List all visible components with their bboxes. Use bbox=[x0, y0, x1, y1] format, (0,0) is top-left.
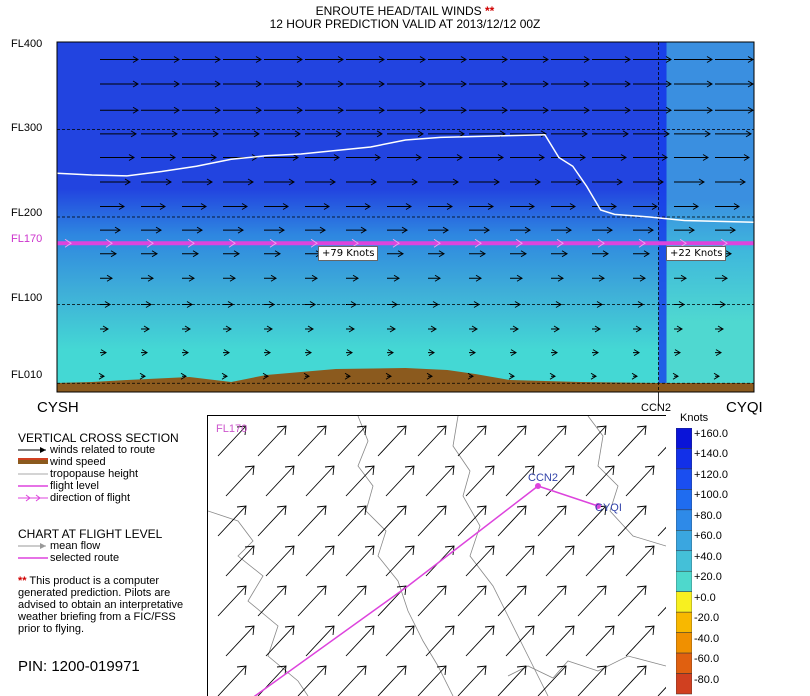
map-wind-arrow bbox=[618, 586, 646, 616]
map-wind-arrow bbox=[266, 466, 294, 496]
legend-item-tropopause: tropopause height bbox=[50, 468, 139, 480]
map-wind-arrow bbox=[306, 466, 334, 496]
map-wind-arrow bbox=[498, 426, 526, 456]
colorbar-segment bbox=[676, 612, 692, 632]
legend-symbols bbox=[16, 444, 52, 504]
map-wind-arrow bbox=[298, 426, 326, 456]
colorbar-label: +40.0 bbox=[694, 550, 722, 563]
colorbar-label: +140.0 bbox=[694, 448, 728, 461]
map-wind-arrow bbox=[338, 506, 366, 536]
selected-route bbox=[248, 486, 598, 696]
map-wind-arrow bbox=[266, 626, 294, 656]
colorbar-label: -40.0 bbox=[694, 632, 720, 645]
map-wind-arrow bbox=[226, 546, 254, 576]
map-wind-arrow bbox=[378, 666, 406, 696]
map-wind-arrow bbox=[426, 466, 454, 496]
map-wind-arrow bbox=[298, 586, 326, 616]
map-wind-arrow bbox=[338, 666, 366, 696]
map-wind-arrow bbox=[298, 506, 326, 536]
map-wind-arrow bbox=[538, 426, 566, 456]
map-wind-arrow bbox=[338, 426, 366, 456]
map-wind-arrow bbox=[386, 546, 414, 576]
map-wind-arrow bbox=[306, 626, 334, 656]
map-wind-arrow bbox=[418, 506, 446, 536]
map-wind-arrow bbox=[586, 466, 614, 496]
map-wind-arrow bbox=[578, 586, 606, 616]
colorbar-segment bbox=[676, 510, 692, 530]
colorbar-segment bbox=[676, 489, 692, 509]
map-wind-arrow bbox=[466, 626, 494, 656]
map-wind-arrow bbox=[346, 626, 374, 656]
map-wind-arrow bbox=[506, 626, 534, 656]
colorbar bbox=[676, 428, 692, 695]
legend-item-selected-route: selected route bbox=[50, 552, 120, 564]
colorbar-label: -60.0 bbox=[694, 653, 720, 666]
map-wind-arrow bbox=[578, 666, 606, 696]
coastline bbox=[453, 416, 548, 696]
fl100-label: FL100 bbox=[11, 292, 43, 304]
legend-arrow-icon bbox=[18, 447, 46, 453]
legend-wind-speed-icon bbox=[18, 458, 48, 464]
map-wind-arrow bbox=[306, 546, 334, 576]
colorbar-segment bbox=[676, 592, 692, 612]
legend-item-direction: direction of flight bbox=[50, 492, 131, 504]
map-waypoint-ccn2: CCN2 bbox=[528, 472, 558, 484]
map-wind-arrow bbox=[658, 506, 666, 536]
map-wind-arrow bbox=[466, 466, 494, 496]
colorbar-segment bbox=[676, 469, 692, 489]
map-wind-arrow bbox=[458, 426, 486, 456]
map-wind-arrow bbox=[618, 666, 646, 696]
map-wind-arrow bbox=[546, 546, 574, 576]
map-wind-arrow bbox=[658, 666, 666, 696]
colorbar-label: -80.0 bbox=[694, 673, 720, 686]
disclaimer-marker: ** bbox=[18, 575, 27, 587]
map-wind-arrow bbox=[498, 586, 526, 616]
legend-item-wind-speed: wind speed bbox=[50, 456, 106, 468]
legend-item-winds: winds related to route bbox=[50, 444, 156, 456]
disclaimer bbox=[18, 575, 188, 635]
map-wind-arrow bbox=[458, 506, 486, 536]
colorbar-segment bbox=[676, 571, 692, 591]
map-wind-arrow bbox=[538, 586, 566, 616]
map-wind-arrow bbox=[498, 506, 526, 536]
colorbar-label: +120.0 bbox=[694, 468, 728, 481]
map-wind-arrow bbox=[218, 586, 246, 616]
legend-direction-icon bbox=[18, 495, 48, 501]
colorbar-segment bbox=[676, 633, 692, 653]
map-wind-arrow bbox=[386, 626, 414, 656]
map-waypoint-cyqi: CYQI bbox=[595, 502, 622, 514]
map-wind-arrow bbox=[418, 426, 446, 456]
map-wind-arrow bbox=[586, 626, 614, 656]
map-wind-arrow bbox=[586, 546, 614, 576]
pin-number: PIN: 1200-019971 bbox=[18, 658, 140, 675]
map-wind-arrow bbox=[658, 426, 666, 456]
colorbar-segment bbox=[676, 551, 692, 571]
legend-chart-title: CHART AT FLIGHT LEVEL bbox=[18, 527, 163, 541]
map-wind-arrow bbox=[546, 626, 574, 656]
map-level-label: FL170 bbox=[216, 423, 248, 435]
wind-label-2: +22 Knots bbox=[666, 246, 726, 261]
station-cyqi: CYQI bbox=[726, 399, 763, 416]
map-wind-arrow bbox=[218, 506, 246, 536]
colorbar-label: +100.0 bbox=[694, 489, 728, 502]
station-cysh: CYSH bbox=[37, 399, 79, 416]
title-text: ENROUTE HEAD/TAIL WINDS bbox=[315, 4, 482, 18]
colorbar-label: +160.0 bbox=[694, 428, 728, 440]
map-wind-arrow bbox=[226, 466, 254, 496]
flight-level-map-svg bbox=[208, 416, 666, 696]
colorbar-title: Knots bbox=[680, 412, 709, 424]
map-wind-arrow bbox=[258, 586, 286, 616]
map-wind-arrow bbox=[338, 586, 366, 616]
map-wind-arrow bbox=[538, 506, 566, 536]
map-wind-arrow bbox=[346, 546, 374, 576]
map-wind-arrow bbox=[258, 506, 286, 536]
chart-subtitle: 12 HOUR PREDICTION VALID AT 2013/12/12 00Z bbox=[269, 17, 541, 31]
fl010-label: FL010 bbox=[11, 369, 43, 381]
fl300-label: FL300 bbox=[11, 122, 43, 134]
map-wind-arrow bbox=[626, 626, 654, 656]
map-wind-arrow bbox=[266, 546, 294, 576]
colorbar-label: +0.0 bbox=[694, 591, 716, 604]
coastline bbox=[508, 656, 666, 678]
map-wind-arrow bbox=[258, 426, 286, 456]
map-wind-arrow bbox=[626, 466, 654, 496]
legend-vertical-title: VERTICAL CROSS SECTION bbox=[18, 431, 179, 445]
colorbar-segment bbox=[676, 530, 692, 550]
legend-item-mean-flow: mean flow bbox=[50, 540, 101, 552]
map-wind-arrow bbox=[618, 426, 646, 456]
fl400-label: FL400 bbox=[11, 38, 43, 50]
map-wind-arrow bbox=[498, 666, 526, 696]
map-wind-arrow bbox=[658, 586, 666, 616]
flight-level-map bbox=[207, 415, 666, 696]
colorbar-segment bbox=[676, 653, 692, 673]
map-wind-arrow bbox=[506, 546, 534, 576]
colorbar-label: +80.0 bbox=[694, 509, 722, 522]
map-wind-arrow bbox=[346, 466, 374, 496]
title-marker: ** bbox=[485, 4, 495, 18]
map-wind-arrow bbox=[418, 666, 446, 696]
map-wind-arrow bbox=[418, 586, 446, 616]
map-wind-arrow bbox=[458, 586, 486, 616]
map-wind-arrow bbox=[618, 506, 646, 536]
wind-label-1: +79 Knots bbox=[318, 246, 378, 261]
fl200-label: FL200 bbox=[11, 207, 43, 219]
legend-mean-flow-icon bbox=[18, 543, 46, 549]
map-wind-arrow bbox=[458, 666, 486, 696]
map-wind-arrow bbox=[226, 626, 254, 656]
map-wind-arrow bbox=[538, 666, 566, 696]
map-wind-arrow bbox=[378, 506, 406, 536]
map-wind-arrow bbox=[298, 666, 326, 696]
legend-chart-symbols bbox=[16, 540, 52, 564]
disclaimer-text: This product is a computer generated prediction. Pilots are advised to obtain an interpretative weather briefing from a FIC/FSS prior to flying. bbox=[18, 575, 184, 635]
flight-level-line bbox=[57, 241, 754, 245]
map-wind-arrow bbox=[378, 426, 406, 456]
map-wind-arrow bbox=[626, 546, 654, 576]
legend-item-flight-level: flight level bbox=[50, 480, 99, 492]
fl170-label: FL170 bbox=[11, 233, 43, 245]
map-wind-arrow bbox=[218, 666, 246, 696]
colorbar-segment bbox=[676, 428, 692, 448]
colorbar-label: +60.0 bbox=[694, 530, 722, 543]
colorbar-segment bbox=[676, 448, 692, 468]
map-wind-arrow bbox=[386, 466, 414, 496]
station-ccn2: CCN2 bbox=[641, 402, 671, 414]
map-wind-arrow bbox=[466, 546, 494, 576]
colorbar-segment bbox=[676, 674, 692, 694]
coastline bbox=[358, 416, 453, 696]
colorbar-label: -20.0 bbox=[694, 612, 720, 625]
colorbar-label: +20.0 bbox=[694, 571, 722, 584]
map-wind-arrow bbox=[426, 626, 454, 656]
